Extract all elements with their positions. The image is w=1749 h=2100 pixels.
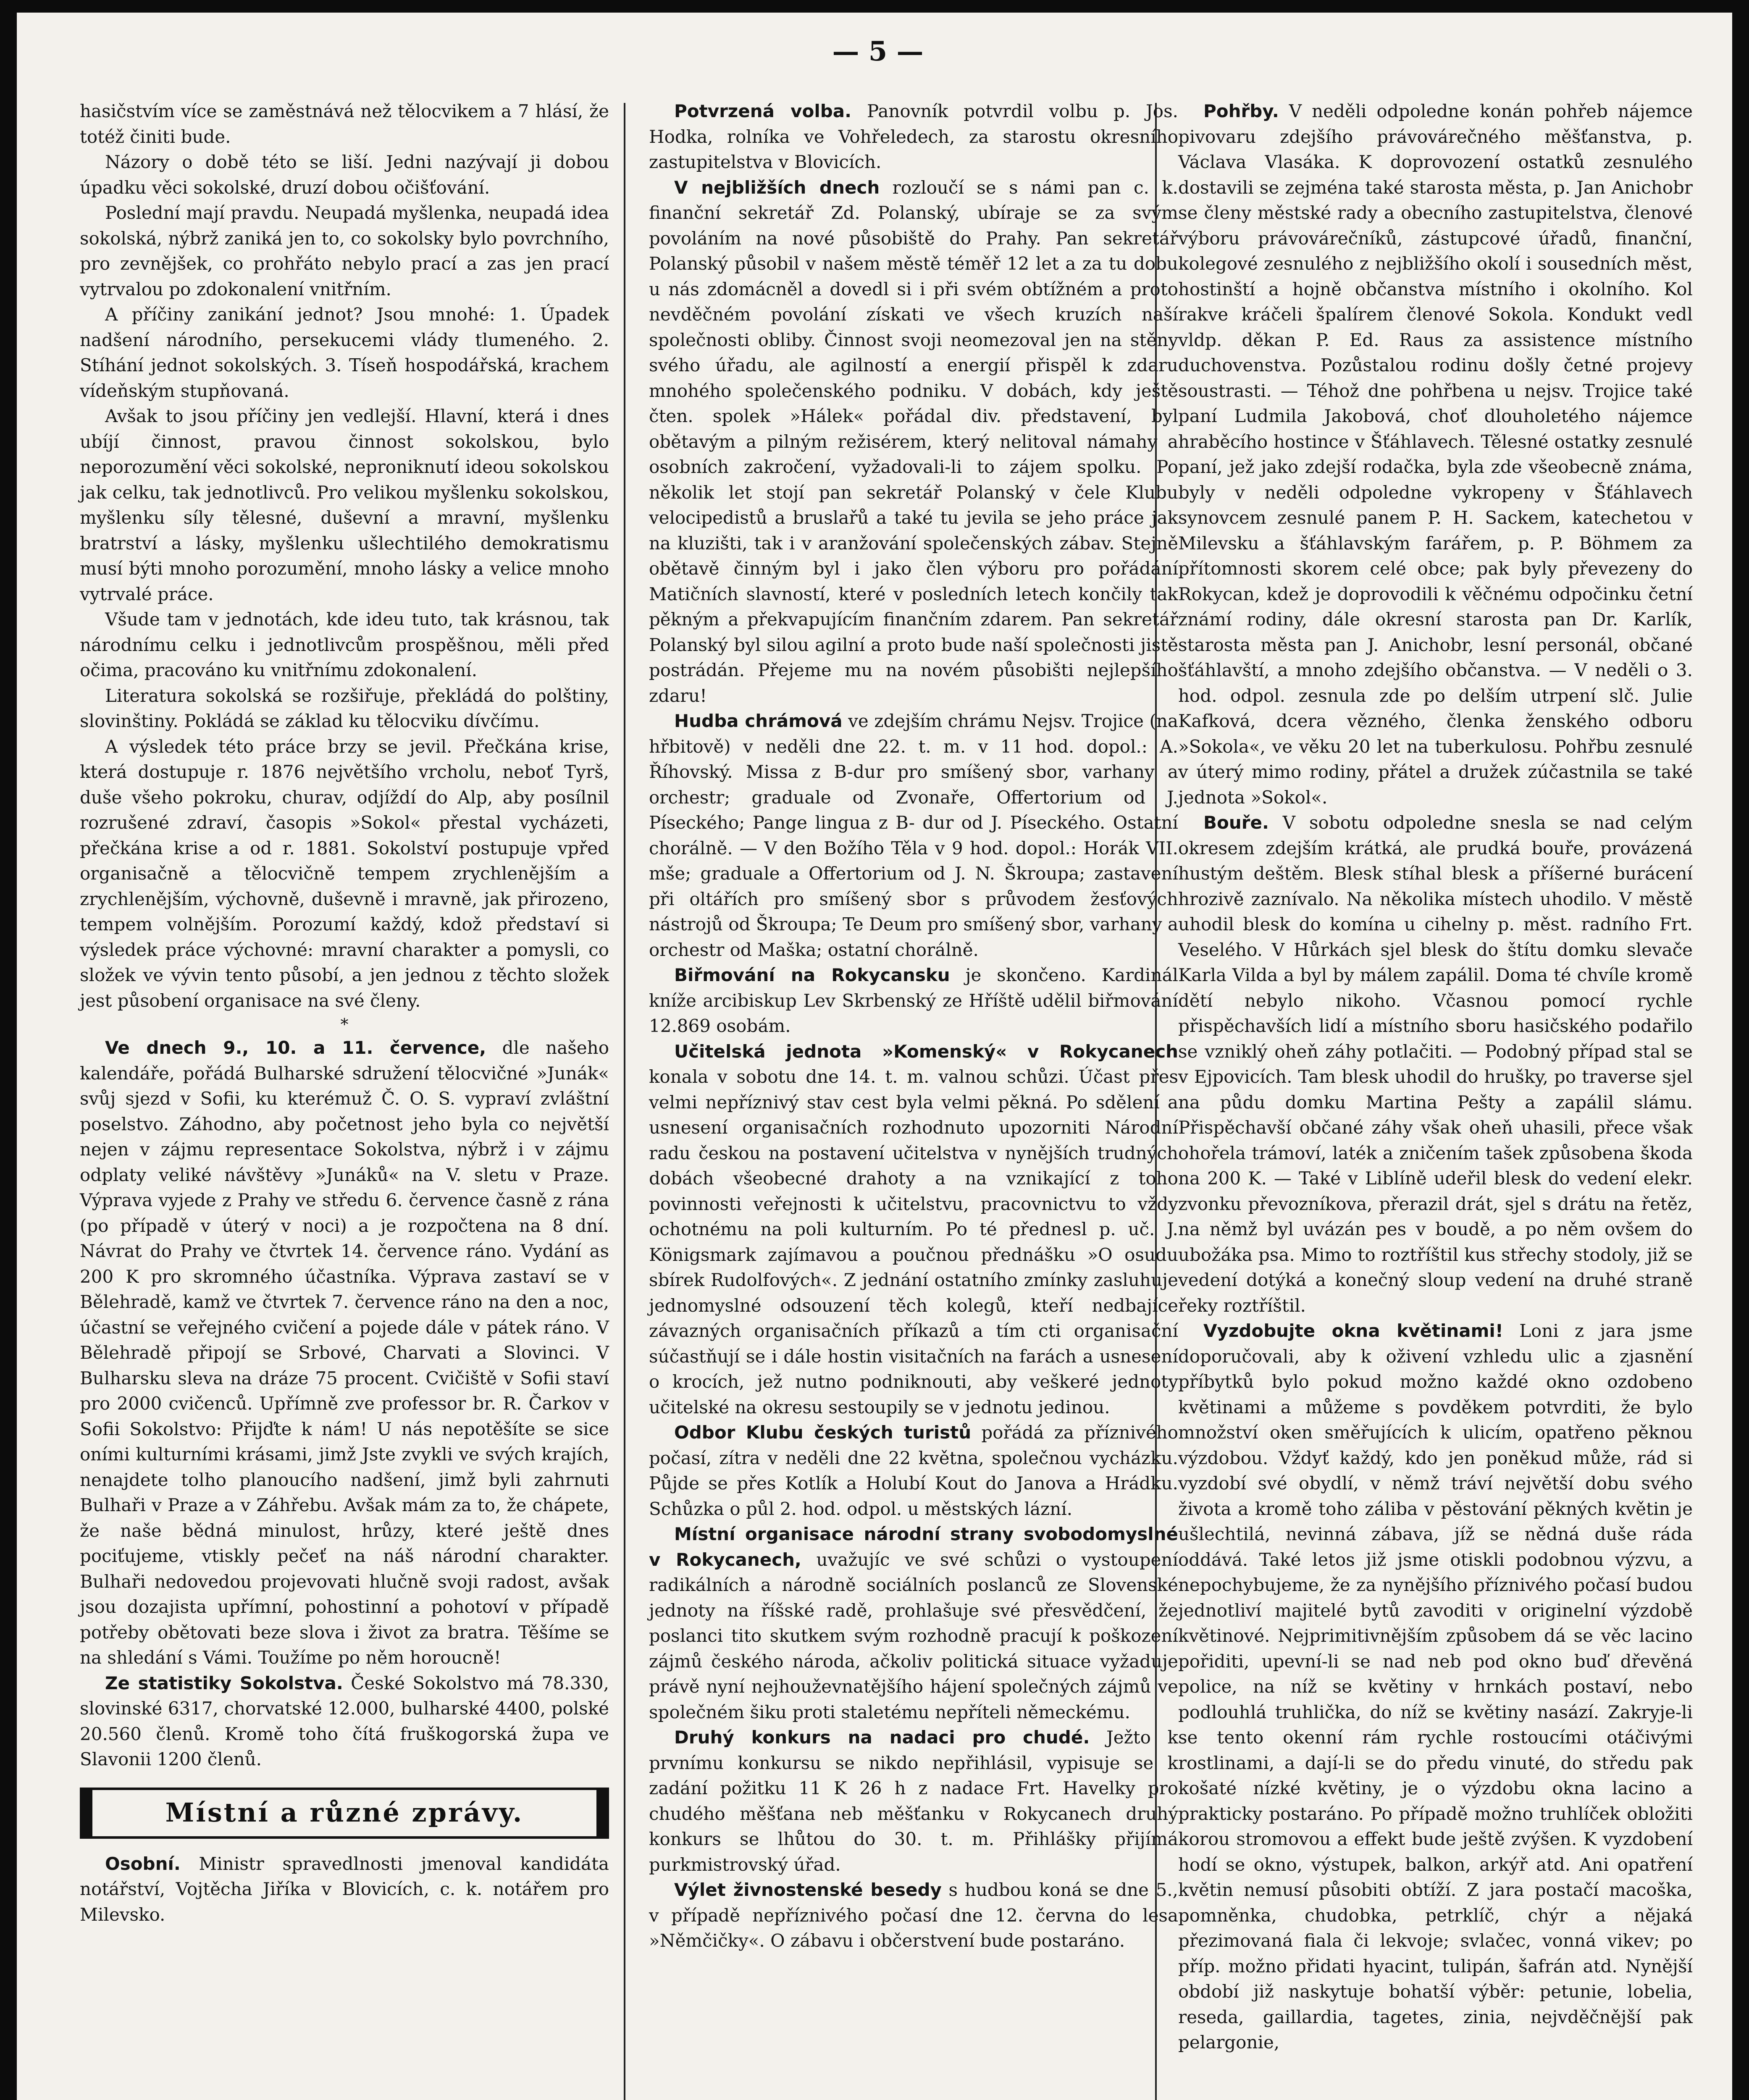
article-pohrby bbox=[1178, 99, 1693, 810]
column-3 bbox=[1178, 99, 1693, 2055]
paragraph: hasičstvím více se zaměstnává než tělocvikem a 7 hlásí, že totéž činiti bude. bbox=[80, 101, 609, 147]
article-text: Loni z jara jsme doporučovali, aby k oživení vzhledu ulic a zjasnění příbytků bylo pokud možno každé okno ozdobeno květinami a můžeme s povděkem potvrditi, že bylo množství oken směřujících k ulicím, opatřeno pěknou výzdobou. Vždyť každý, kdo jen poněkud může, rád si vyzdobí své obydlí, v němž tráví největší dobu svého života a kromě toho záliba v pěstování pěkných květin je ušlechtilá, nevinná zábava, jíž se nědná duše ráda oddává. Také letos již jsme otiskli podobnou výzvu, a nepochybujeme, že za nynějšího příznivého počasí budou jednotliví majitelé bytů zavoditi v originelní výzdobě květinové. Nejprimitivnějším způsobem dá se věc lacino pořiditi, upevní-li se nad neb pod okno buď dřevěná police, na níž se květiny v hrnkách postaví, nebo podlouhlá truhlička, do níž se květiny nasází. Zakryje-li se tento okenní rám rychle rostoucími otáčivými rostlinami, a dají-li se do předu vinuté, do středu pak košaté nízké květiny, je o výzdobu okna lacino a prakticky postaráno. Po případě možno truhlíček obložiti korou stromovou a effekt bude ještě zvýšen. K vyzdobení hodí se okno, výstupek, balkon, arkýř atd. Ani opatření květin nemusí působiti obtíží. Z jara postačí macoška, pomněnka, chudobka, petrklíč, chýr a nějaká přezimovaná fiala či lekvoje; svlačec, vonná vikev; po příp. možno přidati hyacint, tulipán, šafrán atd. Nynější období již naskytuje bohatší výběr: petunie, lobelia, reseda, gaillardia, tagetes, zinia, nejvděčnější pak pelargonie, bbox=[1178, 1320, 1693, 2053]
article-text: Panovník potvrdil volbu p. Jos. Hodka, rolníka ve Vohřeledech, za starostu okresního zastupitelstva v Blovicích. bbox=[649, 101, 1178, 172]
article-osobni bbox=[80, 1851, 609, 1928]
article-hudba bbox=[649, 709, 1178, 963]
paragraph: Literatura sokolská se rozšiřuje, překládá do polštiny, slovinštiny. Pokládá se základ ku tělocviku dívčímu. bbox=[80, 685, 609, 731]
paragraph: A příčiny zanikání jednot? Jsou mnohé: 1. Úpadek nadšení národního, persekucemi vlády tlumeného. 2. Stíhání jednot sokolských. 3. Tíseň hospodářská, krachem vídeňským stupňovaná. bbox=[80, 304, 609, 401]
article-text: uvažujíc ve své schůzi o vystoupení radikálních a národně sociálních poslanců ze Slovenské jednoty na říšské radě, prohlašuje své přesvědčení, že poslanci tito skutkem svým rozhodně pracují k poškození zájmů českého národa, ačkoliv politická situace vyžaduje právě nyní nejhouževnatějšího hájení společných zájmů ve společném šiku proti staletému nepříteli německému. bbox=[649, 1549, 1179, 1722]
separator-star: * bbox=[340, 1015, 349, 1034]
article-heading: Potvrzená volba. bbox=[674, 101, 852, 121]
paragraph: Všude tam v jednotách, kde ideu tuto, tak krásnou, tak národnímu celku i jednotlivcům prospěšnou, měli před očima, pracováno ku vnitřnímu zdokonalení. bbox=[80, 609, 609, 680]
page-number: — 5 — bbox=[832, 36, 924, 67]
article-birmovani bbox=[649, 963, 1178, 1039]
article-text: Ministr spravedlnosti jmenoval kandidáta notářství, Vojtěcha Jiříka v Blovicích, c. k. notářem pro Milevsko. bbox=[80, 1853, 609, 1925]
column-rule bbox=[624, 103, 625, 2100]
article-boure bbox=[1178, 810, 1693, 1318]
article-text: dle našeho kalendáře, pořádá Bulharské sdružení tělocvičné »Junák« svůj sjezd v Sofii, ku kterémuž Č. O. S. vypraví zvláštní poselstvo. Záhodno, aby početnost jeho byla co největší nejen v zájmu representace Sokolstva, nýbrž i v zájmu odplaty veliké návštěvy »Junáků« na V. sletu v Praze. Výprava vyjede z Prahy ve středu 6. července časně z rána (po případě v úterý v noci) a je rozpočtena na 8 dní. Návrat do Prahy ve čtvrtek 14. července ráno. Vydání as 200 K pro skromného účastníka. Výprava zastaví se v Bělehradě, kamž ve čtvrtek 7. července ráno na den a noc, účastní se veřejného cvičení a pojede dále v pátek ráno. V Bělehradě připojí se Srbové, Charvati a Slovinci. V Bulharsku sleva na dráze 75 procent. Cvičiště v Sofii staví pro 2000 cvičenců. Upřímně zve professor br. R. Čarkov v Sofii Sokolstvo: Přijďte k nám! U nás nepotěšíte se sice oními kulturními krásami, jimž Jste zvykli ve svých krajích, nenajdete tolho planoucího nadšení, jimž byli zahrnuti Bulhaři v Praze a v Záhřebu. Avšak mám za to, že chápete, že naše bědná minulost, hrůzy, které ještě dnes pociťujeme, vtiskly pečeť na náš národní charakter. Bulhaři nedovedou projevovati hlučně svoji radost, avšak jsou dozajista upřímní, pohostinní a pohotoví v případě potřeby obětovati beze slova i život za bratra. Těšíme se na shledání s Vámi. Toužíme po něm horoucně! bbox=[80, 1037, 609, 1668]
article-heading: Bouře. bbox=[1203, 812, 1269, 833]
paragraph: Avšak to jsou příčiny jen vedlejší. Hlavní, která i dnes ubíjí činnost, pravou činnost sokolskou, bylo neporozumění věci sokolské, neproniknutí ideou sokolskou jak celku, tak jednotlivců. Pro velikou myšlenku sokolskou, myšlenku síly tělesné, duševní a mravní, myšlenku bratrství a lásky, myšlenku ušlechtilého demokratismu musí býti mnoho porozumění, mnoho lásky a velice mnoho vytrvalé práce. bbox=[80, 406, 609, 604]
article-polansky bbox=[649, 175, 1178, 709]
article-text: Ježto k prvnímu konkursu se nikdo nepřihlásil, vypisuje se k zadání požitku 11 K 26 h z nadace Frt. Havelky pro chudého měšťana neb měšťanku v Rokycanech druhý konkurs se lhůtou do 30. t. m. Přihlášky přijímá purkmistrovský úřad. bbox=[649, 1727, 1178, 1875]
article-heading: Ze statistiky Sokolstva. bbox=[105, 1672, 343, 1693]
section-heading-box bbox=[80, 1788, 609, 1839]
article-mistni-organisace bbox=[649, 1522, 1178, 1725]
article-heading: V nejbližších dnech bbox=[674, 177, 880, 198]
article-okna bbox=[1178, 1318, 1693, 2055]
article-text: V sobotu odpoledne snesla se nad celým okresem zdejším krátká, ale prudká bouře, provázená hustým deštěm. Blesk stíhal blesk a příšerné burácení hrozivě zaznívalo. Na několika místech uhodilo. V městě uhodil blesk do komína u cihelny p. měst. radního Frt. Veselého. V Hůrkách sjel blesk do štítu domku slevače Karla Vilda a byl by málem zapálil. Doma té chvíle kromě dětí nebylo nikoho. Včasnou pomocí rychle přispěchavších lidí a místního sboru hasičského podařilo se vzniklý oheň záhy potlačiti. — Podobný případ stal se v Ejpovicích. Tam blesk uhodil do hrušky, po traverse sjel na půdu domku Martina Pešty a zapálil slámu. Přispěchavší občané záhy však oheň uhasili, přece však ohořela trámoví, laték a zničením tašek způsobena škoda na 200 K. — Také v Liblíně udeřil blesk do vedení elekr. zvonku převozníkova, přerazil drát, sjel s drátu na řetěz, na němž byl uvázán pes v boudě, a po něm ovšem do ubožáka psa. Mimo to roztříštil kus střechy stodoly, již se vedení dotýká a konečný sloup vedení na druhé straně řeky roztříštil. bbox=[1178, 812, 1693, 1316]
paragraph: Poslední mají pravdu. Neupadá myšlenka, neupadá idea sokolská, nýbrž zaniká jen to, co sokolsky bylo povrchního, pro zevnějšek, co prohřáto nebylo prací a zas jen prací vytrvalou po zdokonalení vnitřním. bbox=[80, 202, 609, 299]
article-ucitelska bbox=[649, 1039, 1178, 1420]
column-1 bbox=[80, 99, 609, 1927]
article-text: rozloučí se s námi pan c. k. finanční sekretář Zd. Polanský, ubíraje se za svým povoláním na nové působiště do Prahy. Pan sekretář Polanský působil v našem městě téměř 12 let a za tu dobu u nás zdomácněl a dovedl si i při svém obtížném a proto nevděčném povolání získati ve všech kruzích naší společnosti obliby. Činnost svoji neomezoval jen na stěny svého úřadu, ale agilností a energií přispěl k zdaru mnohého společenského podniku. V dobách, kdy ještě čten. spolek »Hálek« pořádal div. představení, byl obětavým a pilným režisérem, který nelitoval námahy a osobních zakročení, vyžadovali-li to zájem spolku. Po několik let stojí pan sekretář Polanský v čele Klubu velocipedistů a bruslařů a také tu jevila se jeho práce jak na kluzišti, tak i v aranžování společenských zábav. Stejně obětavě činným byl i jako člen výboru pro pořádání Matičních slavností, které v posledních letech končily tak pěkným a překvapujícím finančním zdarem. Pan sekretář Polanský byl silou agilní a proto bude naší společnosti jistě postrádán. Přejeme mu na novém působišti nejlepšího zdaru! bbox=[649, 177, 1178, 706]
article-text: konala v sobotu dne 14. t. m. valnou schůzi. Účast přes velmi nepříznivý stav cest byla velmi pěkná. Po sdělení a usnesení organisačních rozhodnuto upozorniti Národní radu českou na postavení učitelstva v nynějších trudných dobách všeobecné drahoty a na vznikající z toho povinnosti veřejnosti k učitelstvu, pracovnictvu to vždy ochotnému na poli kulturním. Po té přednesl p. uč. J. Königsmark zajímavou a poučnou přednášku »O osudu sbírek Rudolfových«. Z jednání ostatního zmínky zasluhuje jednomyslné odsouzení těch kolegů, kteří nedbajíce závazných organisačních příkazů a tím cti organisační súčastňují se i dále hostin visitačních na farách a usnesení o krocích, jež nutno podniknouti, aby veškeré jednoty učitelské na okresu sestoupily se v jednotu jedinou. bbox=[649, 1066, 1178, 1418]
article-volba bbox=[649, 99, 1178, 175]
article-heading: Výlet živnostenské besedy bbox=[674, 1880, 942, 1900]
article-heading: Hudba chrámová bbox=[674, 711, 843, 731]
article-heading: Ve dnech 9., 10. a 11. července, bbox=[105, 1037, 486, 1058]
article-heading: Vyzdobujte okna květinami! bbox=[1203, 1320, 1503, 1341]
article-heading: Druhý konkurs na nadaci pro chudé. bbox=[674, 1727, 1090, 1748]
article-statistika bbox=[80, 1671, 609, 1772]
article-text: ve zdejším chrámu Nejsv. Trojice (na hřbitově) v neděli dne 22. t. m. v 11 hod. dopol.: A. Říhovský. Missa z B-dur pro smíšený sbor, varhany a orchestr; graduale od Zvonaře, Offertorium od J. Píseckého; Pange lingua z B- dur od J. Píseckého. Ostatní chorálně. — V den Božího Těla v 9 hod. dopol.: Horák VII. mše; graduale a Offertorium od J. N. Škroupa; zastavení při oltářích pro smíšený sbor s průvodem žesťových nástrojů od Škroupa; Te Deum pro smíšený sbor, varhany a orchestr od Maška; ostatní chorálně. bbox=[649, 711, 1178, 960]
article-text: pořádá za příznivého počasí, zítra v neděli dne 22 května, společnou vycházku. Půjde se přes Kotlík a Holubí Kout do Janova a Hrádku. Schůzka o půl 2. hod. odpol. u městských lázní. bbox=[649, 1422, 1179, 1519]
paragraph: Názory o době této se liší. Jedni nazývají ji dobou úpadku věci sokolské, druzí dobou očišťování. bbox=[80, 152, 609, 198]
newspaper-page bbox=[17, 13, 1732, 2100]
column-2 bbox=[649, 99, 1178, 1954]
article-text: je skončeno. Kardinál kníže arcibiskup Lev Skrbenský ze Hříště udělil biřmování 12.869 osobám. bbox=[649, 965, 1178, 1036]
article-text: s hudbou koná se dne 5., v případě nepříznivého počasí dne 12. června do lesa »Němčičky«. O zábavu i občerstvení bude postaráno. bbox=[649, 1880, 1178, 1951]
article-heading: Osobní. bbox=[105, 1853, 181, 1874]
article-heading: Biřmování na Rokycansku bbox=[674, 965, 950, 985]
article-text: V neděli odpoledne konán pohřeb nájemce pivovaru zdejšího právovárečného měšťanstva, p. Václava Vlasáka. K doprovození ostatků zesnulého dostavili se zejména také starosta města, p. Jan Anichobr se členy městské rady a obecního zastupitelstva, členové výboru právovárečníků, zástupcové úřadů, finanční, kolegové zesnulého z nejbližšího okolí i sousedních měst, hostinští a hojně občanstva místního i okolního. Kol rakve kráčeli špalírem členové Sokola. Kondukt vedl vldp. děkan P. Ed. Raus za assistence místního duchovenstva. Pozůstalou rodinu došly četné projevy soustrasti. — Téhož dne pohřbena u nejsv. Trojice také paní Ludmila Jakobová, choť dlouholetého nájemce hraběcího hostince v Šťáhlavech. Tělesné ostatky zesnulé paní, jež jako zdejší rodačka, byla zde všeobecně známa, byly v neděli odpoledne vykropeny v Šťáhlavech synovcem zesnulé panem P. H. Sackem, katechetou v Milevsku a šťáhlavským farářem, p. P. Böhmem za přítomnosti skorem celé obce; pak byly převezeny do Rokycan, kdež je doprovodili k věčnému odpočinku četní známí rodiny, dále okresní starosta pan Dr. Karlík, starosta města pan J. Anichobr, lesní personál, občané šťáhlavští, a mnoho zdejšího občanstva. — V neděli o 3. hod. odpol. zesnula zde po delším utrpení slč. Julie Kafková, dcera vězného, členka ženského odboru »Sokola«, ve věku 20 let na tuberkulosu. Pohřbu zesnulé v úterý mimo rodiny, přátel a družek zúčastnila se také jednota »Sokol«. bbox=[1178, 101, 1693, 808]
article-heading: Učitelská jednota »Komenský« v Rokycanech bbox=[674, 1041, 1178, 1062]
article-text: České Sokolstvo má 78.330, slovinské 6317, chorvatské 12.000, bulharské 4400, polské 20.560 členů. Kromě toho čítá fruškogorská župa ve Slavonii 1200 členů. bbox=[80, 1672, 609, 1769]
article-konkurs bbox=[649, 1725, 1178, 1877]
article-heading: Odbor Klubu českých turistů bbox=[674, 1422, 972, 1443]
paragraph: A výsledek této práce brzy se jevil. Přečkána krise, která dostupuje r. 1876 největšího vrcholu, neboť Tyrš, duše všeho pokroku, churav, odjíždí do Alp, aby posílnil rozrušené zdraví, časopis »Sokol« přestal vycházeti, přečkána krise a od r. 1881. Sokolství postupuje vpřed organisačně a tělocvičně tempem zrychlenějším a zrychlenějším, výchovně, duševně i mravně, jak přirozeno, tempem volnějším. Porozumí každý, kdož představí si výsledek práce výchovné: mravní charakter a pomysli, co složek ve vývin tento působí, a jen jednou z těchto složek jest působení organisace na své členy. bbox=[80, 736, 609, 1011]
article-heading: Pohřby. bbox=[1203, 101, 1279, 121]
article-vylet bbox=[649, 1877, 1178, 1954]
article-junak bbox=[80, 1035, 609, 1671]
article-heading: Místní organisace národní strany svobodomyslné v Rokycanech, bbox=[649, 1524, 1178, 1570]
section-heading: Místní a různé zprávy. bbox=[165, 1797, 524, 1828]
article-klub bbox=[649, 1420, 1178, 1522]
